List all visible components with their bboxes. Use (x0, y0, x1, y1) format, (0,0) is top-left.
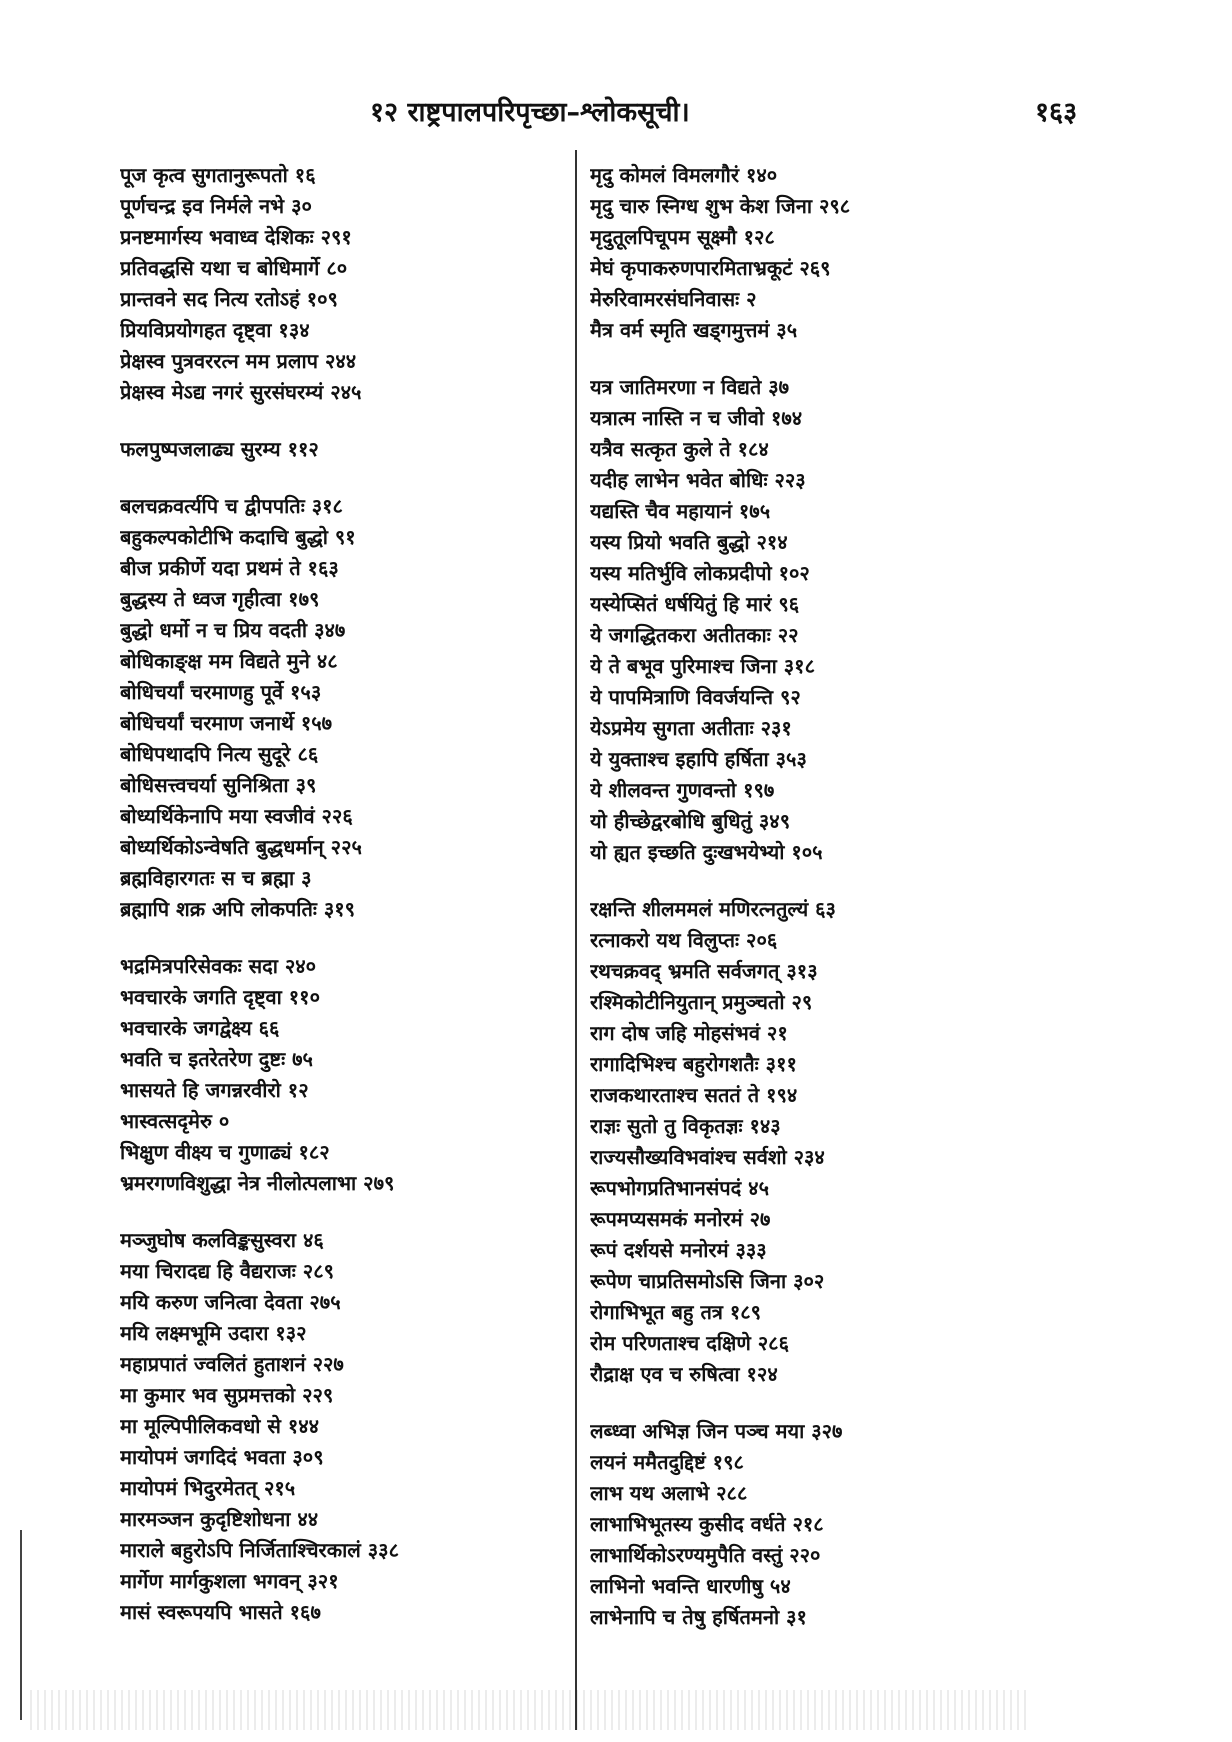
verse-index-entry: प्रेक्षस्व मेऽद्य नगरं सुरसंघरम्यं २४५ (120, 380, 362, 404)
verse-index-entry: माराले बहुरोऽपि निर्जिताश्चिरकालं ३३८ (120, 1538, 399, 1562)
verse-index-entry: यत्र जातिमरणा न विद्यते ३७ (590, 375, 790, 399)
verse-index-entry: बोधिचर्यां चरमाण जनार्थे १५७ (120, 711, 333, 735)
verse-index-entry: प्रनष्टमार्गस्य भवाध्व देशिकः २९१ (120, 225, 352, 249)
verse-index-entry: मायोपमं भिदुरमेतत् २१५ (120, 1476, 296, 1500)
verse-index-entry: यस्य प्रियो भवति बुद्धो २१४ (590, 530, 788, 554)
page-title: १२ राष्ट्रपालपरिपृच्छा–श्लोकसूची। (370, 97, 690, 128)
verse-index-entry: बुद्धो धर्मो न च प्रिय वदती ३४७ (120, 618, 346, 642)
verse-index-entry: मेरुरिवामरसंघनिवासः २ (590, 287, 757, 311)
verse-index-entry: यो हीच्छेद्वरबोधि बुधितुं ३४९ (590, 809, 791, 833)
verse-index-entry: मारमञ्जन कुदृष्टिशोधना ४४ (120, 1507, 319, 1531)
verse-index-entry: रोगाभिभूत बहु तत्र १८९ (590, 1300, 762, 1324)
verse-index-entry: रश्मिकोटीनियुतान् प्रमुञ्चतो २९ (590, 990, 813, 1014)
verse-index-entry: ब्रह्मापि शक्र अपि लोकपतिः ३१९ (120, 897, 356, 921)
verse-index-entry: बुद्धस्य ते ध्वज गृहीत्वा १७९ (120, 587, 320, 611)
verse-index-entry: रागादिभिश्च बहुरोगशतैः ३११ (590, 1052, 797, 1076)
verse-index-entry: ये युक्ताश्च इहापि हर्षिता ३५३ (590, 747, 807, 771)
verse-index-entry: लाभाभिभूतस्य कुसीद वर्धते २१८ (590, 1512, 824, 1536)
verse-index-entry: रौद्राक्ष एव च रुषित्वा १२४ (590, 1362, 778, 1386)
verse-index-entry: यो ह्यत इच्छति दुःखभयेभ्यो १०५ (590, 840, 823, 864)
verse-index-entry: लाभ यथ अलाभे २८८ (590, 1481, 748, 1505)
verse-index-entry: भिक्षुण वीक्ष्य च गुणाढ्यं १८२ (120, 1140, 330, 1164)
verse-index-entry: ये पापमित्राणि विवर्जयन्ति ९२ (590, 685, 801, 709)
verse-index-entry: लाभिनो भवन्ति धारणीषु ५४ (590, 1574, 791, 1598)
scan-noise (30, 1690, 1030, 1730)
verse-index-entry: यत्रात्म नास्ति न च जीवो १७४ (590, 406, 803, 430)
verse-index-entry: बोधिचर्यां चरमाणहु पूर्वे १५३ (120, 680, 322, 704)
verse-index-entry: फलपुष्पजलाढ्य सुरम्य ११२ (120, 437, 319, 461)
verse-index-entry: लाभेनापि च तेषु हर्षितमनो ३१ (590, 1605, 807, 1629)
verse-index-entry: मृदु कोमलं विमलगौरं १४० (590, 163, 778, 187)
verse-index-entry: मया चिरादद्य हि वैद्यराजः २८९ (120, 1259, 335, 1283)
verse-index-entry: बोधिसत्त्वचर्या सुनिश्रिता ३९ (120, 773, 317, 797)
verse-index-entry: येऽप्रमेय सुगता अतीताः २३१ (590, 716, 792, 740)
verse-index-entry: भासयते हि जगन्नरवीरो १२ (120, 1078, 309, 1102)
verse-index-entry: रत्नाकरो यथ विलुप्तः २०६ (590, 928, 778, 952)
group-gap (590, 346, 1030, 372)
verse-index-entry: बोधिकाङ्क्ष मम विद्यते मुने ४८ (120, 649, 338, 673)
verse-index-entry: रूपभोगप्रतिभानसंपदं ४५ (590, 1176, 769, 1200)
margin-mark (20, 1530, 22, 1720)
verse-index-entry: मेघं कृपाकरुणपारमिताभ्रकूटं २६९ (590, 256, 831, 280)
verse-index-entry: प्रान्तवने सद नित्य रतोऽहं १०९ (120, 287, 338, 311)
verse-index-entry: महाप्रपातं ज्वलितं हुताशनं २२७ (120, 1352, 344, 1376)
verse-index-entry: यदीह लाभेन भवेत बोधिः २२३ (590, 468, 806, 492)
verse-index-entry: मायोपमं जगदिदं भवता ३०९ (120, 1445, 324, 1469)
group-gap (120, 925, 560, 951)
verse-index-entry: ये जगद्धितकरा अतीतकाः २२ (590, 623, 799, 647)
column-divider (575, 150, 577, 1730)
group-gap (120, 465, 560, 491)
left-column (120, 160, 560, 1628)
verse-index-entry: मार्गेण मार्गकुशला भगवन् ३२१ (120, 1569, 339, 1593)
verse-index-entry: यस्येप्सितं धर्षयितुं हि मारं ९६ (590, 592, 800, 616)
verse-index-entry: प्रतिवद्धसि यथा च बोधिमार्गे ८० (120, 256, 348, 280)
verse-index-entry: मा कुमार भव सुप्रमत्तको २२९ (120, 1383, 334, 1407)
verse-index-entry: भवचारके जगद्वेक्ष्य ६६ (120, 1016, 280, 1040)
verse-index-entry: भवचारके जगति दृष्ट्वा ११० (120, 985, 320, 1009)
verse-index-entry: भद्रमित्रपरिसेवकः सदा २४० (120, 954, 317, 978)
verse-index-entry: रूपेण चाप्रतिसमोऽसि जिना ३०२ (590, 1269, 825, 1293)
verse-index-entry: मृदु चारु स्निग्ध शुभ केश जिना २९८ (590, 194, 851, 218)
verse-index-entry: बोध्यर्थिकोऽन्वेषति बुद्धधर्मान् २२५ (120, 835, 362, 859)
verse-index-entry: मञ्जुघोष कलविङ्कसुस्वरा ४६ (120, 1228, 324, 1252)
verse-index-entry: भवति च इतरेतरेण दुष्टः ७५ (120, 1047, 313, 1071)
verse-index-entry: मा मूल्पिपीलिकवधो से १४४ (120, 1414, 320, 1438)
verse-index-entry: भास्वत्सदृमेरु ० (120, 1109, 230, 1133)
verse-index-entry: ये ते बभूव पुरिमाश्च जिना ३१८ (590, 654, 815, 678)
verse-index-entry: बलचक्रवर्त्यपि च द्वीपपतिः ३१८ (120, 494, 343, 518)
verse-index-entry: रथचक्रवद् भ्रमति सर्वजगत् ३१३ (590, 959, 818, 983)
verse-index-entry: रोम परिणताश्च दक्षिणे २८६ (590, 1331, 789, 1355)
verse-index-entry: मयि करुण जनित्वा देवता २७५ (120, 1290, 341, 1314)
verse-index-entry: मासं स्वरूपयपि भासते १६७ (120, 1600, 321, 1624)
verse-index-entry: लाभार्थिकोऽरण्यमुपैति वस्तुं २२० (590, 1543, 821, 1567)
verse-index-entry: यद्यस्ति चैव महायानं १७५ (590, 499, 771, 523)
verse-index-entry: ब्रह्मविहारगतः स च ब्रह्मा ३ (120, 866, 312, 890)
verse-index-entry: रूपं दर्शयसे मनोरमं ३३३ (590, 1238, 767, 1262)
verse-index-entry: प्रियविप्रयोगहत दृष्ट्वा १३४ (120, 318, 310, 342)
verse-index-entry: राज्यसौख्यविभवांश्च सर्वशो २३४ (590, 1145, 825, 1169)
verse-index-entry: बहुकल्पकोटीभि कदाचि बुद्धो ९१ (120, 525, 356, 549)
group-gap (590, 868, 1030, 894)
verse-index-entry: यस्य मतिर्भुवि लोकप्रदीपो १०२ (590, 561, 810, 585)
verse-index-entry: मृदुतूलपिचूपम सूक्ष्मौ १२८ (590, 225, 775, 249)
verse-index-entry: यत्रैव सत्कृत कुले ते १८४ (590, 437, 769, 461)
verse-index-entry: मयि लक्ष्मभूमि उदारा १३२ (120, 1321, 307, 1345)
verse-index-entry: प्रेक्षस्व पुत्रवररत्न मम प्रलाप २४४ (120, 349, 357, 373)
group-gap (120, 1199, 560, 1225)
verse-index-entry: बोधिपथादपि नित्य सुदूरे ८६ (120, 742, 319, 766)
verse-index-entry: राज्ञः सुतो तु विकृतज्ञः १४३ (590, 1114, 781, 1138)
verse-index-entry: पूर्णचन्द्र इव निर्मले नभे ३० (120, 194, 312, 218)
right-column (590, 160, 1030, 1633)
verse-index-entry: मैत्र वर्म स्मृति खड्गमुत्तमं ३५ (590, 318, 798, 342)
verse-index-entry: बोध्यर्थिकेनापि मया स्वजीवं २२६ (120, 804, 353, 828)
verse-index-entry: पूज कृत्व सुगतानुरूपतो १६ (120, 163, 316, 187)
verse-index-entry: राग दोष जहि मोहसंभवं २१ (590, 1021, 788, 1045)
verse-index-entry: लब्ध्वा अभिज्ञ जिन पञ्च मया ३२७ (590, 1419, 843, 1443)
group-gap (120, 408, 560, 434)
verse-index-entry: बीज प्रकीर्णे यदा प्रथमं ते १६३ (120, 556, 339, 580)
verse-index-entry: राजकथारताश्च सततं ते १९४ (590, 1083, 798, 1107)
verse-index-entry: रक्षन्ति शीलममलं मणिरत्नतुल्यं ६३ (590, 897, 836, 921)
group-gap (590, 1390, 1030, 1416)
verse-index-entry: लयनं ममैतदुद्दिष्टं १९८ (590, 1450, 744, 1474)
verse-index-entry: रूपमप्यसमकं मनोरमं २७ (590, 1207, 771, 1231)
verse-index-entry: ये शीलवन्त गुणवन्तो १९७ (590, 778, 775, 802)
page-number: १६३ (1035, 97, 1078, 128)
verse-index-entry: भ्रमरगणविशुद्धा नेत्र नीलोत्पलाभा २७९ (120, 1171, 395, 1195)
